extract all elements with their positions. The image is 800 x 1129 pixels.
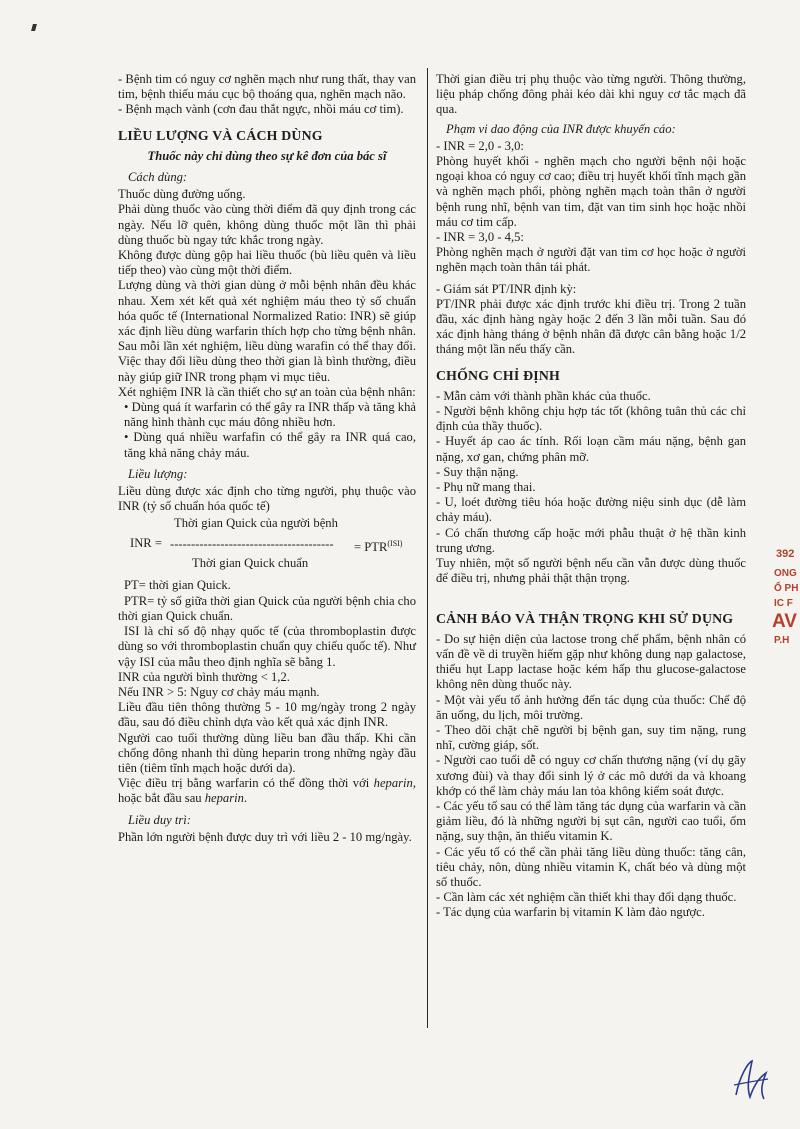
paragraph: - INR = 3,0 - 4,5: [436,230,524,245]
bullet-item: • Dùng quá ít warfarin có thể gây ra INR thấp và tăng khả năng hình thành cục máu đông nhiều hơn. [124,400,416,430]
paragraph: Phải dùng thuốc vào cùng thời điểm đã quy định trong các ngày. Nếu lỡ quên, không dùng thuốc một lần thì phải dùng thuốc bù ngay tức khắc trong ngày. [118,202,416,247]
right-column [436,72,746,921]
paragraph: PT= thời gian Quick. [124,578,231,593]
text-run: Việc điều trị bằng warfarin có thể đồng thời với [118,776,374,791]
text-run-italic: heparin [373,776,413,791]
formula-lhs: INR = [130,536,162,551]
list-item: - Các yếu tố sau có thể làm tăng tác dụng của warfarin và cần giảm liều, đó là những người bị sụt cân, người cao tuổi, ốm nặng, suy thận, ăn thiếu vitamin K. [436,798,746,844]
list-item: - U, loét đường tiêu hóa hoặc đường niệu sinh dục (dễ làm chảy máu). [436,495,746,525]
text-run-italic: heparin [204,791,244,806]
stamp-text: Ổ PH [774,583,799,594]
paragraph: Thời gian điều trị phụ thuộc vào từng người. Thông thường, liệu pháp chống đông phải kéo dài khi nguy cơ tắc mạch đã qua. [436,72,746,117]
list-item: - Tác dụng của warfarin bị vitamin K làm đảo ngược. [436,905,705,920]
column-divider [427,68,428,1028]
stamp-text: P.H [774,635,790,646]
subheading-dosage: Liều lượng: [128,466,188,481]
list-item: - Huyết áp cao ác tính. Rối loạn cầm máu nặng, bệnh gan nặng, xơ gan, chứng phân mỡ. [436,434,746,464]
bullet-item: • Dùng quá nhiều warfafin có thể gây ra INR quá cao, tăng khả năng chảy máu. [124,430,416,460]
subheading-maintenance: Liều duy trì: [128,812,191,827]
paragraph: Người cao tuổi thường dùng liều ban đầu thấp. Khi cần chống đông nhanh thì dùng heparin trong những ngày đầu tiên (tiêm tĩnh mạch hoặc dưới da). [118,730,416,775]
prescription-note: Thuốc này chỉ dùng theo sự kê đơn của bác sĩ [147,148,387,163]
paragraph: - Bệnh tim có nguy cơ nghẽn mạch như rung thất, thay van tim, bệnh thiếu máu cục bộ thoáng qua, nghẽn mạch não. [118,72,416,102]
handwritten-signature [730,1055,774,1105]
subheading-usage: Cách dùng: [128,170,188,185]
section-heading-warnings: CẢNH BÁO VÀ THẬN TRỌNG KHI SỬ DỤNG [436,610,734,626]
formula-numerator: Thời gian Quick của người bệnh [174,516,338,531]
paragraph: - Giám sát PT/INR định kỳ: [436,281,577,296]
list-item: - Do sự hiện diện của lactose trong chế phẩm, bệnh nhân có vấn đề về di truyền hiếm gặp như không dung nạp galactose, thiếu hụt Lapp lactase hoặc kém hấp thu glucose-galactose không nên dùng thuốc này. [436,631,746,692]
list-item: - Một vài yếu tố ảnh hưởng đến tác dụng của thuốc: Chế độ ăn uống, du lịch, môi trường. [436,692,746,722]
paragraph: Tuy nhiên, một số người bệnh nếu cần vẫn được dùng thuốc để điều trị, nhưng phải thật thận trọng. [436,556,746,586]
paragraph: PT/INR phải được xác định trước khi điều trị. Trong 2 tuần đầu, xác định hàng ngày hoặc 2 đến 3 lần mỗi tuần. Sau đó xác định hàng tháng ở bệnh nhân đã được cân bằng hoặc 1/2 tháng một lần nếu thấy cần. [436,296,746,357]
paragraph: Phòng huyết khối - nghẽn mạch cho người bệnh nội hoặc ngoại khoa có nguy cơ cao; điều trị huyết khối tĩnh mạch gần và nghẽn mạch phổi, phòng nghẽn mạch toàn thân ở người bệnh rung nhĩ, bệnh van tim, đặt van tim sinh học hoặc nhồi máu cơ tim cấp. [436,154,746,229]
formula-rhs [354,536,402,555]
list-item: - Người cao tuổi dễ có nguy cơ chấn thương nặng (ví dụ gãy xương đùi) và thay đổi sinh lý ở các mô dưới da và khoang khớp có thể làm chảy máu lan tỏa không kiểm soát được. [436,753,746,798]
paragraph: Phòng nghẽn mạch ở người đặt van tim cơ học hoặc ở người nghẽn mạch toàn thân tái phát. [436,245,746,275]
paragraph: Không được dùng gộp hai liều thuốc (bù liều quên và liều tiếp theo) vào cùng một thời điểm. [118,248,416,278]
paragraph: PTR= tỷ số giữa thời gian Quick của người bệnh chia cho thời gian Quick chuẩn. [118,593,416,623]
red-stamp-fragment [770,548,800,658]
list-item: - Mẫn cảm với thành phần khác của thuốc. [436,388,651,403]
scan-mark [31,24,37,31]
formula-fraction-line: --------------------------------------- [170,537,334,552]
paragraph: Lượng dùng và thời gian dùng ở mỗi bệnh nhân đều khác nhau. Xem xét kết quả xét nghiệm máu theo tỷ số chuẩn hóa quốc tế (International Normalized Ratio: INR) sẽ giúp xác định liều dùng warfarin thích hợp cho từng bệnh nhân. Sau mỗi lần xét nghiệm, liều dùng warafin có thể thay đổi. Việc thay đổi liều dùng theo thời gian là bình thường, điều này giúp giữ INR trong phạm vi mục tiêu. [118,278,416,384]
list-item: - Phụ nữ mang thai. [436,480,536,495]
stamp-text: IC F [774,598,793,609]
list-item: - Các yếu tố có thể cần phải tăng liều dùng thuốc: tăng cân, tiêu chảy, nôn, dùng nhiều vitamin K, chất béo và dùng một số thuốc. [436,844,746,889]
formula-denominator: Thời gian Quick chuẩn [192,556,309,571]
paragraph: Liều đầu tiên thông thường 5 - 10 mg/ngày trong 2 ngày đầu, sau đó điều chỉnh dựa vào kết quả xác định INR. [118,700,416,730]
list-item: - Người bệnh không chịu hợp tác tốt (không tuân thủ các chỉ định của thầy thuốc). [436,404,746,434]
list-item: - Có chấn thương cấp hoặc mới phẫu thuật ở hệ thần kinh trung ương. [436,525,746,555]
text-run: . [243,791,248,806]
paragraph: - Bệnh mạch vành (cơn đau thắt ngực, nhồi máu cơ tim). [118,102,404,117]
paragraph: INR của người bình thường < 1,2. [118,669,290,684]
list-item: - Cần làm các xét nghiệm cần thiết khi thay đổi dạng thuốc. [436,890,737,905]
paragraph: ISI là chỉ số độ nhạy quốc tế (của thromboplastin được dùng so với thromboplastin chuẩn quy chiếu quốc tế). Như vậy ISI của mẫu theo định nghĩa sẽ bằng 1. [118,624,416,669]
formula-isi-exponent: (ISI) [387,539,403,549]
paragraph: Liều dùng được xác định cho từng người, phụ thuộc vào INR (tỷ số chuẩn hóa quốc tế) [118,484,416,514]
inr-formula [118,516,416,574]
stamp-text: ONG [774,568,797,579]
paragraph [118,776,416,806]
paragraph: Phần lớn người bệnh được duy trì với liều 2 - 10 mg/ngày. [118,829,412,844]
section-heading-contraindications: CHỐNG CHỈ ĐỊNH [436,367,560,383]
subheading-inr-range: Phạm vi dao động của INR được khuyến cáo: [446,121,676,136]
section-heading-dosage: LIỀU LƯỢNG VÀ CÁCH DÙNG [118,127,323,143]
paragraph: Xét nghiệm INR là cần thiết cho sự an toàn của bệnh nhân: [118,384,416,399]
stamp-text: 392 [776,548,795,560]
stamp-text: AV [772,611,797,632]
text-run: , hoặc bắt đầu sau [118,776,416,806]
paragraph: Thuốc dùng đường uống. [118,187,246,202]
left-column [118,72,416,845]
list-item: - Suy thận nặng. [436,464,519,479]
paragraph: - INR = 2,0 - 3,0: [436,138,524,153]
list-item: - Theo dõi chặt chẽ người bị bệnh gan, suy tim nặng, rung nhĩ, cường giáp, sốt. [436,722,746,753]
paragraph: Nếu INR > 5: Nguy cơ chảy máu mạnh. [118,684,320,699]
formula-ptr: = PTR [354,540,388,555]
